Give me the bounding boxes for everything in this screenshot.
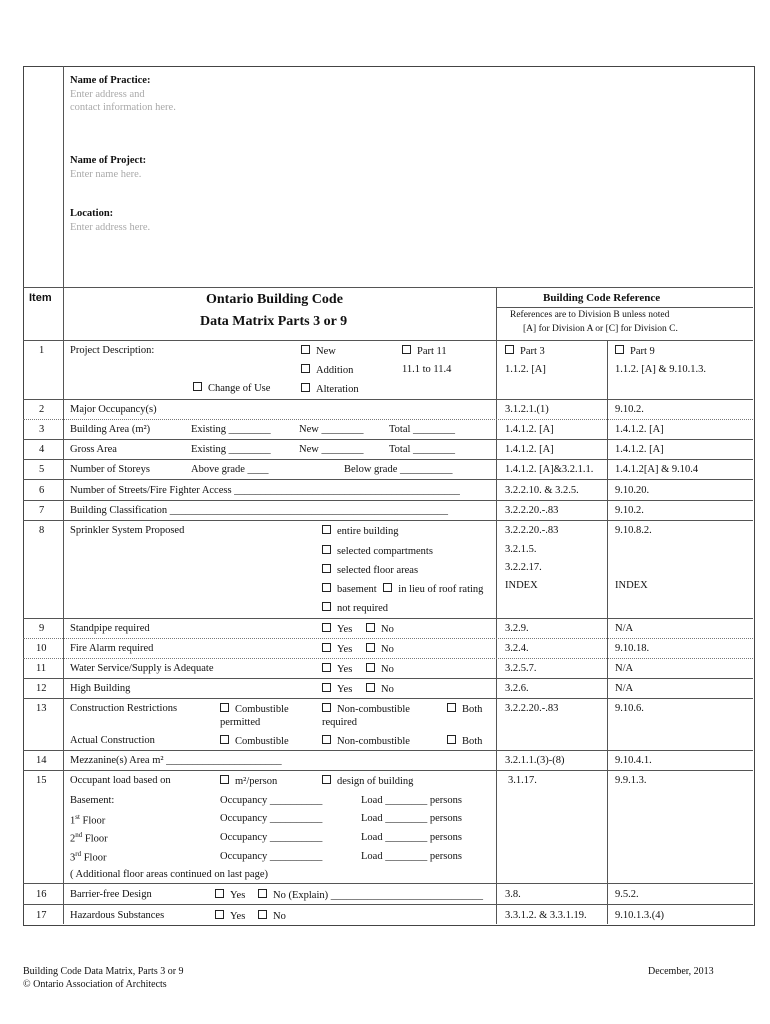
checkbox-icon[interactable] (505, 345, 514, 354)
header-separator (23, 287, 753, 288)
left-header-divider (63, 66, 64, 287)
row-4-total[interactable]: Total ________ (389, 444, 456, 455)
checkbox-icon[interactable] (366, 683, 375, 692)
checkbox-icon[interactable] (366, 663, 375, 672)
row-16-ref3: 3.8. (505, 889, 521, 900)
checkbox-icon[interactable] (615, 345, 624, 354)
row-1-num: 1 (39, 345, 45, 356)
row-15-opt-m2[interactable]: m²/person (220, 775, 277, 787)
row-13-actual-both[interactable]: Both (447, 735, 482, 747)
row-13-combustible[interactable]: Combustible (220, 703, 289, 715)
footer-left-1: Building Code Data Matrix, Parts 3 or 9 (23, 966, 184, 977)
row-13-ref3: 3.2.2.20.-.83 (505, 703, 559, 714)
checkbox-icon[interactable] (215, 889, 224, 898)
row-3-label: Building Area (m²) (70, 424, 151, 435)
checkbox-icon[interactable] (322, 735, 331, 744)
checkbox-icon[interactable] (383, 583, 392, 592)
row-line-11 (23, 678, 753, 679)
floor-3-load[interactable]: Load ________ persons (361, 851, 462, 862)
row-7-label[interactable]: Building Classification _____________________________________________________ (70, 505, 448, 516)
row-line-5 (23, 479, 753, 480)
row-12-yes[interactable]: Yes (322, 683, 352, 695)
row-9-no[interactable]: No (366, 623, 394, 635)
row-16-yes[interactable]: Yes (215, 889, 245, 901)
row-line-14 (23, 770, 753, 771)
row-1-addition[interactable]: Addition (301, 364, 353, 376)
row-line-7 (23, 520, 753, 521)
row-14-label[interactable]: Mezzanine(s) Area m² ______________________ (70, 755, 282, 766)
checkbox-icon[interactable] (220, 735, 229, 744)
row-5-below[interactable]: Below grade __________ (344, 464, 453, 475)
checkbox-icon[interactable] (193, 382, 202, 391)
row-15-opt-design[interactable]: design of building (322, 775, 413, 787)
row-9-ref3: 3.2.9. (505, 623, 529, 634)
row-3-num: 3 (39, 424, 45, 435)
row-13-noncombustible-2: required (322, 717, 357, 728)
floor-basement-occupancy[interactable]: Occupancy __________ (220, 795, 323, 806)
row-17-ref9: 9.10.1.3.(4) (615, 910, 664, 921)
row-2-num: 2 (39, 404, 45, 415)
row-15-num: 15 (36, 775, 47, 786)
row-4-existing[interactable]: Existing ________ (191, 444, 271, 455)
row-6-ref3: 3.2.2.10. & 3.2.5. (505, 485, 579, 496)
checkbox-icon[interactable] (258, 889, 267, 898)
project-placeholder[interactable]: Enter name here. (70, 169, 142, 180)
checkbox-icon[interactable] (322, 703, 331, 712)
checkbox-icon[interactable] (447, 703, 456, 712)
row-4-num: 4 (39, 444, 45, 455)
row-13-noncombustible[interactable]: Non-combustible (322, 703, 410, 715)
checkbox-icon[interactable] (220, 775, 229, 784)
ref-note-1: References are to Division B unless noted (510, 310, 670, 320)
checkbox-icon[interactable] (301, 364, 310, 373)
location-label: Location: (70, 208, 114, 219)
row-10-ref9: 9.10.18. (615, 643, 650, 654)
row-line-10 (23, 658, 753, 659)
row-15-ref3: 3.1.17. (508, 775, 537, 786)
row-11-yes[interactable]: Yes (322, 663, 352, 675)
checkbox-icon[interactable] (220, 703, 229, 712)
row-7-num: 7 (39, 505, 45, 516)
checkbox-icon[interactable] (322, 602, 331, 611)
row-2-ref9: 9.10.2. (615, 404, 644, 415)
row-15-note: ( Additional floor areas continued on last page) (70, 869, 268, 880)
project-label: Name of Project: (70, 155, 147, 166)
row-line-15 (23, 883, 753, 884)
checkbox-icon[interactable] (322, 663, 331, 672)
row-13-actual-combustible[interactable]: Combustible (220, 735, 289, 747)
row-5-ref9: 1.4.1.2[A] & 9.10.4 (615, 464, 699, 475)
floor-basement-name: Basement: (70, 795, 115, 806)
row-16-num: 16 (36, 889, 47, 900)
row-8-ref3-1: 3.2.2.20.-.83 (505, 525, 559, 536)
checkbox-icon[interactable] (322, 525, 331, 534)
row-line-13 (23, 750, 753, 751)
row-16-label: Barrier-free Design (70, 889, 152, 900)
floor-3-occupancy[interactable]: Occupancy __________ (220, 851, 323, 862)
row-12-no[interactable]: No (366, 683, 394, 695)
row-1-part3-ref: 1.1.2. [A] (505, 364, 546, 375)
row-12-ref3: 3.2.6. (505, 683, 529, 694)
row-12-ref9: N/A (615, 683, 634, 694)
row-13-both[interactable]: Both (447, 703, 482, 715)
table-header-line (23, 340, 753, 341)
row-line-1 (23, 399, 753, 400)
row-9-num: 9 (39, 623, 45, 634)
row-17-label: Hazardous Substances (70, 910, 165, 921)
checkbox-icon[interactable] (322, 545, 331, 554)
row-11-no[interactable]: No (366, 663, 394, 675)
ref-note-2: [A] for Division A or [C] for Division C. (523, 324, 678, 334)
row-9-yes[interactable]: Yes (322, 623, 352, 635)
row-8-label: Sprinkler System Proposed (70, 525, 185, 536)
floor-1-load[interactable]: Load ________ persons (361, 813, 462, 824)
row-5-above[interactable]: Above grade ____ (191, 464, 269, 475)
floor-1-name: 1st Floor (70, 813, 106, 827)
floor-1-occupancy[interactable]: Occupancy __________ (220, 813, 323, 824)
row-8-opt-compartments[interactable]: selected compartments (322, 545, 433, 557)
row-10-label: Fire Alarm required (70, 643, 154, 654)
row-13-actual-noncombustible[interactable]: Non-combustible (322, 735, 410, 747)
checkbox-icon[interactable] (301, 345, 310, 354)
row-14-ref9: 9.10.4.1. (615, 755, 652, 766)
row-3-new[interactable]: New ________ (299, 424, 364, 435)
row-8-num: 8 (39, 525, 45, 536)
row-6-label[interactable]: Number of Streets/Fire Fighter Access ___________________________________________ (70, 485, 460, 496)
row-2-ref3: 3.1.2.1.(1) (505, 404, 549, 415)
row-10-yes[interactable]: Yes (322, 643, 352, 655)
row-4-label: Gross Area (70, 444, 117, 455)
row-line-8 (23, 618, 753, 619)
footer-right: December, 2013 (648, 966, 714, 977)
row-1-part11-ref: 11.1 to 11.4 (402, 364, 452, 375)
checkbox-icon[interactable] (258, 910, 267, 919)
row-13-actual-label: Actual Construction (70, 735, 155, 746)
title-line-1: Ontario Building Code (206, 292, 343, 307)
row-7-ref9: 9.10.2. (615, 505, 644, 516)
row-11-ref9: N/A (615, 663, 634, 674)
row-13-ref9: 9.10.6. (615, 703, 644, 714)
row-1-alteration[interactable]: Alteration (301, 383, 359, 395)
row-4-ref9: 1.4.1.2. [A] (615, 444, 664, 455)
row-2-label: Major Occupancy(s) (70, 404, 157, 415)
row-8-ref3-4: INDEX (505, 580, 538, 591)
footer-left-2: © Ontario Association of Architects (23, 979, 167, 990)
row-line-6 (23, 500, 753, 501)
row-line-3 (23, 439, 753, 440)
checkbox-icon[interactable] (322, 775, 331, 784)
checkbox-icon[interactable] (322, 643, 331, 652)
part9-column-divider (607, 340, 608, 924)
row-6-num: 6 (39, 485, 45, 496)
row-14-num: 14 (36, 755, 47, 766)
checkbox-icon[interactable] (215, 910, 224, 919)
floor-2-name: 2nd Floor (70, 831, 108, 845)
row-5-label: Number of Storeys (70, 464, 150, 475)
floor-2-occupancy[interactable]: Occupancy __________ (220, 832, 323, 843)
checkbox-icon[interactable] (322, 683, 331, 692)
row-4-ref3: 1.4.1.2. [A] (505, 444, 554, 455)
row-8-opt-floor-areas[interactable]: selected floor areas (322, 564, 418, 576)
row-5-ref3: 1.4.1.2. [A]&3.2.1.1. (505, 464, 594, 475)
row-17-no[interactable]: No (258, 910, 286, 922)
ref-title: Building Code Reference (543, 292, 661, 304)
row-4-new[interactable]: New ________ (299, 444, 364, 455)
floor-2-load[interactable]: Load ________ persons (361, 832, 462, 843)
row-13-num: 13 (36, 703, 47, 714)
row-3-ref9: 1.4.1.2. [A] (615, 424, 664, 435)
row-13-label: Construction Restrictions (70, 703, 178, 714)
checkbox-icon[interactable] (322, 623, 331, 632)
row-16-no[interactable]: No (Explain) _____________________________ (258, 889, 483, 901)
reference-column-divider (496, 287, 497, 924)
row-15-label: Occupant load based on (70, 775, 171, 786)
row-1-part11[interactable]: Part 11 (402, 345, 447, 357)
row-9-label: Standpipe required (70, 623, 150, 634)
row-1-part9[interactable]: Part 9 (615, 345, 655, 357)
row-14-ref3: 3.2.1.1.(3)-(8) (505, 755, 565, 766)
checkbox-icon[interactable] (402, 345, 411, 354)
row-line-12 (23, 698, 753, 699)
row-17-ref3: 3.3.1.2. & 3.3.1.19. (505, 910, 587, 921)
row-line-2 (23, 419, 753, 420)
floor-basement-load[interactable]: Load ________ persons (361, 795, 462, 806)
row-1-change-of-use[interactable]: Change of Use (193, 382, 270, 394)
title-line-2: Data Matrix Parts 3 or 9 (200, 314, 348, 329)
practice-placeholder-1[interactable]: Enter address and (70, 89, 145, 100)
checkbox-icon[interactable] (366, 623, 375, 632)
practice-placeholder-2[interactable]: contact information here. (70, 102, 176, 113)
row-5-num: 5 (39, 464, 45, 475)
row-8-opt-not-required[interactable]: not required (322, 602, 388, 614)
row-9-ref9: N/A (615, 623, 634, 634)
practice-label: Name of Practice: (70, 75, 151, 86)
row-8-opt-basement[interactable]: basement in lieu of roof rating (322, 583, 483, 595)
row-line-9 (23, 638, 753, 639)
row-6-ref9: 9.10.20. (615, 485, 650, 496)
floor-3-name: 3rd Floor (70, 850, 107, 864)
row-17-yes[interactable]: Yes (215, 910, 245, 922)
row-16-ref9: 9.5.2. (615, 889, 639, 900)
item-column-divider (63, 287, 64, 924)
checkbox-icon[interactable] (322, 583, 331, 592)
row-15-ref9: 9.9.1.3. (615, 775, 647, 786)
checkbox-icon[interactable] (366, 643, 375, 652)
row-1-part9-ref: 1.1.2. [A] & 9.10.1.3. (615, 364, 706, 375)
row-1-label: Project Description: (70, 345, 155, 356)
row-1-new[interactable]: New (301, 345, 336, 357)
row-3-ref3: 1.4.1.2. [A] (505, 424, 554, 435)
row-3-existing[interactable]: Existing ________ (191, 424, 271, 435)
location-placeholder[interactable]: Enter address here. (70, 222, 151, 233)
checkbox-icon[interactable] (322, 564, 331, 573)
row-11-ref3: 3.2.5.7. (505, 663, 537, 674)
row-line-16 (23, 904, 753, 905)
row-12-label: High Building (70, 683, 131, 694)
row-12-num: 12 (36, 683, 47, 694)
checkbox-icon[interactable] (447, 735, 456, 744)
row-8-ref3-3: 3.2.2.17. (505, 562, 542, 573)
item-header: Item (29, 292, 52, 304)
row-10-no[interactable]: No (366, 643, 394, 655)
row-13-combustible-2: permitted (220, 717, 261, 728)
row-3-total[interactable]: Total ________ (389, 424, 456, 435)
row-11-num: 11 (36, 663, 47, 674)
row-17-num: 17 (36, 910, 47, 921)
row-1-part3[interactable]: Part 3 (505, 345, 545, 357)
row-8-ref9-4: INDEX (615, 580, 648, 591)
row-10-ref3: 3.2.4. (505, 643, 529, 654)
row-8-ref9-1: 9.10.8.2. (615, 525, 652, 536)
row-8-ref3-2: 3.2.1.5. (505, 544, 537, 555)
checkbox-icon[interactable] (301, 383, 310, 392)
ref-title-line (496, 307, 753, 308)
row-7-ref3: 3.2.2.20.-.83 (505, 505, 559, 516)
row-line-4 (23, 459, 753, 460)
row-11-label: Water Service/Supply is Adequate (70, 663, 214, 674)
row-10-num: 10 (36, 643, 47, 654)
row-8-opt-entire[interactable]: entire building (322, 525, 399, 537)
